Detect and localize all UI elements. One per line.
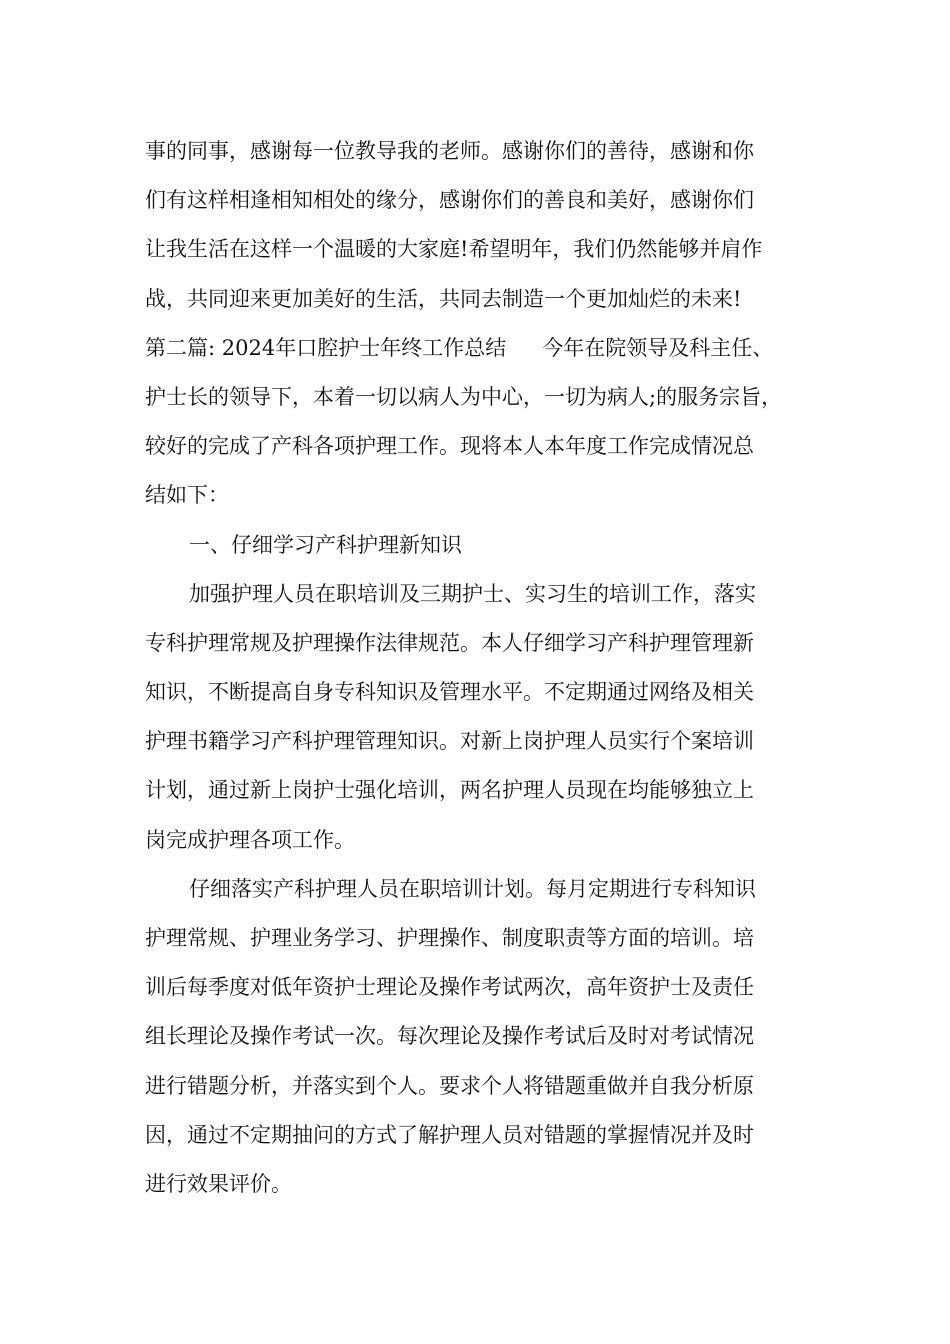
subheading-line: 一、仔细学习产科护理新知识 xyxy=(189,532,462,557)
paragraph-line: 结如下： xyxy=(145,483,229,508)
paragraph-line: 事的同事，感谢每一位教导我的老师。感谢你们的善待，感谢和你 xyxy=(145,139,754,163)
section-title-continuation: 今年在院领导及科主任、 xyxy=(542,335,774,360)
section-heading-line xyxy=(145,324,810,373)
paragraph-line: 让我生活在这样一个温暖的大家庭!希望明年，我们仍然能够并肩作 xyxy=(145,237,763,262)
paragraph-line: 护理常规、护理业务学习、护理操作、制度职责等方面的培训。培 xyxy=(145,926,754,950)
paragraph-line: 们有这样相逢相知相处的缘分，感谢你们的善良和美好，感谢你们 xyxy=(145,188,754,213)
paragraph-line: 组长理论及操作考试一次。每次理论及操作考试后及时对考试情况 xyxy=(145,1024,754,1049)
document-body xyxy=(145,127,810,1209)
paragraph-line: 加强护理人员在职培训及三期护士、实习生的培训工作，落实 xyxy=(189,581,756,606)
paragraph-line: 进行效果评价。 xyxy=(145,1171,292,1196)
paragraph-line: 战，共同迎来更加美好的生活，共同去制造一个更加灿烂的未来! xyxy=(145,286,742,311)
paragraph-line: 因，通过不定期抽问的方式了解护理人员对错题的掌握情况并及时 xyxy=(145,1122,754,1147)
paragraph-line: 计划，通过新上岗护士强化培训，两名护理人员现在均能够独立上 xyxy=(145,778,754,803)
paragraph-line: 训后每季度对低年资护士理论及操作考试两次，高年资护士及责任 xyxy=(145,975,754,1000)
paragraph-line: 专科护理常规及护理操作法律规范。本人仔细学习产科护理管理新 xyxy=(145,630,754,655)
paragraph-line: 知识，不断提高自身专科知识及管理水平。不定期通过网络及相关 xyxy=(145,680,754,705)
paragraph-line: 岗完成护理各项工作。 xyxy=(145,827,355,852)
paragraph-line: 护理书籍学习产科护理管理知识。对新上岗护理人员实行个案培训 xyxy=(145,729,754,754)
section-title: 第二篇: 2024年口腔护士年终工作总结 xyxy=(145,335,507,360)
paragraph-line: 进行错题分析，并落实到个人。要求个人将错题重做并自我分析原 xyxy=(145,1073,754,1098)
paragraph-line: 仔细落实产科护理人员在职培训计划。每月定期进行专科知识 xyxy=(189,876,756,901)
paragraph-line: 较好的完成了产科各项护理工作。现将本人本年度工作完成情况总 xyxy=(145,434,754,459)
paragraph-line: 护士长的领导下，本着一切以病人为中心，一切为病人;的服务宗旨， xyxy=(145,384,783,409)
